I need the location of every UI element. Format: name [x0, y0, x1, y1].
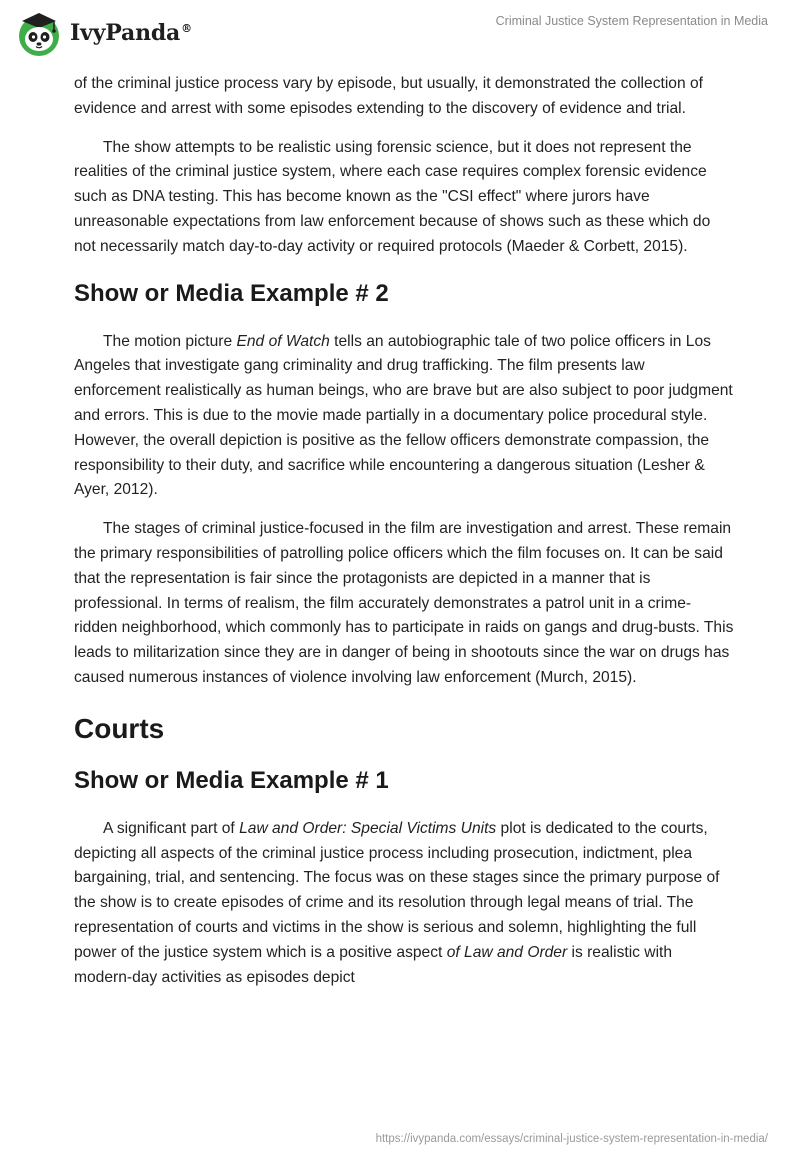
heading-example-2: Show or Media Example # 2 — [74, 279, 389, 307]
brand-name: IvyPanda® — [70, 20, 192, 46]
source-url[interactable]: https://ivypanda.com/essays/criminal-justice-system-representation-in-media/ — [375, 1133, 768, 1145]
paragraph-intro: of the criminal justice process vary by episode, but usually, it demonstrated the collection of evidence and arrest with some episodes extending to the discovery of evidence and trial. — [74, 75, 703, 117]
page-header — [0, 0, 800, 64]
show-title-short: of Law and Order — [446, 943, 568, 961]
registered-mark: ® — [181, 21, 192, 35]
paragraph-end-of-watch: The motion picture End of Watch tells an autobiographic tale of two police officers in Los Angeles that investigate gang criminality and drug trafficking. The film presents law enforcement realistically as human beings, who are brave but are also subject to poor judgment and errors. This is due to the movie made partially in a documentary police procedural style. However, the overall depiction is positive as the fellow officers demonstrate compassion, the responsibility to their duty, and sacrifice while encountering a dangerous situation (Lesher & Ayer, 2012). — [74, 332, 733, 499]
panda-logo-icon — [14, 8, 64, 58]
paragraph-stages: The stages of criminal justice-focused in the film are investigation and arrest. These remain the primary responsibilities of patrolling police officers which the film focuses on. It can be said that the representation is fair since the protagonists are depicted in a manner that is professional. In terms of realism, the film accurately demonstrates a patrol unit in a crime-ridden neighborhood, which commonly has to participate in raids on gangs and drug-busts. This leads to militarization since they are in danger of being in shootouts since the war on drugs has caused numerous instances of violence involving law enforcement (Murch, 2015). — [74, 520, 734, 686]
section-heading-courts: Courts — [74, 712, 165, 744]
show-title: Law and Order: Special Victims Units — [239, 819, 497, 837]
essay-content — [74, 72, 734, 1004]
paragraph-csi-effect: The show attempts to be realistic using forensic science, but it does not represent the realities of the criminal justice system, where each case requires complex forensic evidence such as DNA testing. This has become known as the "CSI effect" where jurors have unreasonable expectations from law enforcement because of shows such as these which do not necessarily match day-to-day activity or required protocols (Maeder & Corbett, 2015). — [74, 138, 711, 255]
paragraph-law-and-order: A significant part of Law and Order: Special Victims Units plot is dedicated to the courts, depicting all aspects of the criminal justice process including prosecution, indictment, plea bargaining, trial, and sentencing. The focus was on these stages since the primary purpose of the show is to create episodes of crime and its resolution through legal means of trial. The representation of courts and victims in the show is serious and solemn, highlighting the full power of the justice system which is a positive aspect of Law and Order is realistic with modern-day activities as episodes depict — [74, 819, 720, 986]
heading-example-1: Show or Media Example # 1 — [74, 766, 389, 794]
document-title: Criminal Justice System Representation in Media — [495, 14, 768, 28]
film-title: End of Watch — [236, 332, 330, 350]
brand-logo[interactable] — [14, 8, 192, 58]
